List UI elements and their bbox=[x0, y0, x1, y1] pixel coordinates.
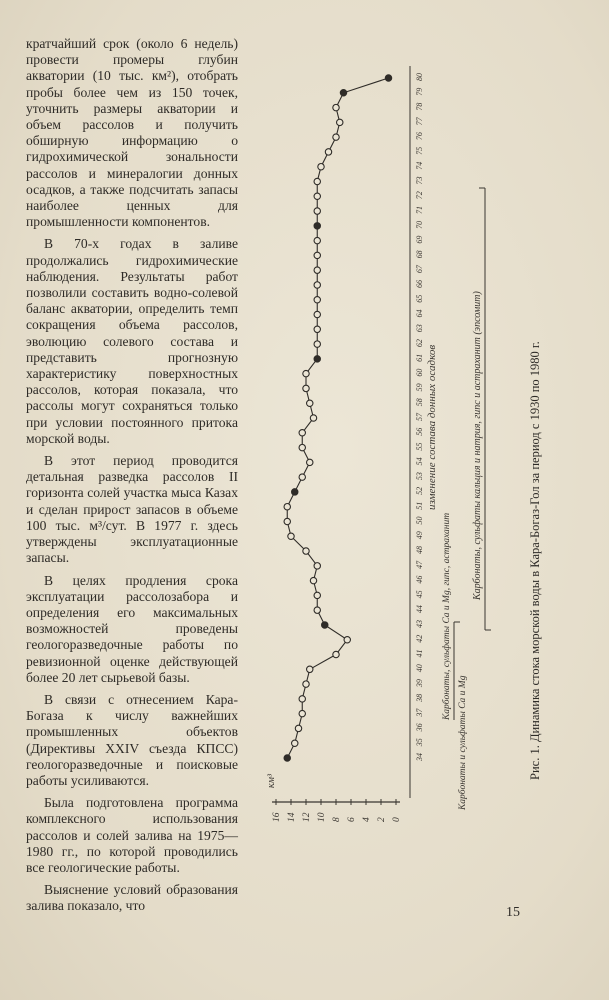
x-tick-label: 46 bbox=[415, 575, 424, 584]
inflow-chart bbox=[255, 40, 555, 840]
data-point bbox=[318, 163, 324, 169]
y-tick-label: 16 bbox=[272, 812, 282, 822]
x-tick-label: 63 bbox=[415, 324, 424, 333]
y-tick-label: 4 bbox=[362, 817, 372, 822]
page-number: 15 bbox=[506, 905, 520, 920]
data-point bbox=[314, 252, 320, 258]
data-point bbox=[385, 75, 391, 81]
paragraph: В 70-х годах в заливе продолжались гидрохимические наблюдения. Результаты работ позволили составить водно-солевой баланс акватории, определить темп сокращения объема рассолов, эволюцию солевого состава и представить прогнозную характеристику поверхностных рассолов, которая показала, что рассолы могут сохраняться только при условии постоянного притока морской воды. bbox=[26, 236, 238, 446]
x-tick-label: 79 bbox=[415, 87, 424, 96]
data-point bbox=[314, 592, 320, 598]
x-tick-label: 72 bbox=[415, 191, 424, 200]
data-point bbox=[314, 297, 320, 303]
data-point bbox=[314, 208, 320, 214]
data-point bbox=[310, 577, 316, 583]
paragraph: Была подготовлена программа комплексного использования рассолов и солей залива на 1975—1980 гг., по которой проводились все геологические работы. bbox=[26, 795, 238, 875]
data-point bbox=[333, 134, 339, 140]
data-point bbox=[292, 489, 298, 495]
data-point bbox=[322, 622, 328, 628]
x-tick-label: 34 bbox=[415, 753, 424, 761]
y-tick-label: 2 bbox=[377, 817, 387, 822]
x-tick-label: 43 bbox=[415, 619, 424, 628]
y-tick-label: 8 bbox=[332, 817, 342, 822]
x-tick-label: 35 bbox=[415, 738, 424, 747]
data-point bbox=[303, 385, 309, 391]
data-point bbox=[284, 503, 290, 509]
y-tick-label: 6 bbox=[347, 817, 357, 822]
data-point bbox=[299, 430, 305, 436]
body-text-column bbox=[26, 36, 238, 921]
figure-1 bbox=[255, 40, 555, 840]
x-tick-label: 48 bbox=[415, 546, 424, 555]
data-point bbox=[299, 444, 305, 450]
data-point bbox=[307, 400, 313, 406]
annotation-carbonates-ca-mg: Карбонаты и сульфаты Ca и Mg bbox=[458, 675, 468, 810]
x-tick-label: 69 bbox=[415, 235, 424, 244]
annotation-bottom-sediment: изменение состава донных осадков bbox=[426, 344, 438, 510]
data-point bbox=[299, 696, 305, 702]
x-tick-label: 51 bbox=[415, 501, 424, 510]
x-tick-label: 70 bbox=[415, 220, 424, 229]
data-point bbox=[314, 193, 320, 199]
data-point bbox=[288, 533, 294, 539]
x-tick-label: 56 bbox=[415, 427, 424, 436]
data-point bbox=[295, 725, 301, 731]
x-tick-label: 58 bbox=[415, 398, 424, 407]
data-point bbox=[314, 356, 320, 362]
x-tick-label: 36 bbox=[415, 723, 424, 732]
x-tick-label: 57 bbox=[415, 413, 424, 421]
data-point bbox=[344, 637, 350, 643]
y-tick-label: 0 bbox=[392, 817, 402, 822]
y-tick-label: 12 bbox=[302, 812, 312, 822]
data-point bbox=[314, 563, 320, 569]
data-point bbox=[299, 474, 305, 480]
data-point bbox=[299, 710, 305, 716]
x-tick-label: 53 bbox=[415, 472, 424, 481]
x-tick-label: 41 bbox=[415, 649, 424, 658]
x-tick-label: 59 bbox=[415, 383, 424, 392]
data-point bbox=[314, 311, 320, 317]
x-tick-label: 60 bbox=[415, 368, 424, 377]
data-point bbox=[333, 651, 339, 657]
x-tick-label: 75 bbox=[415, 146, 424, 155]
x-tick-label: 45 bbox=[415, 590, 424, 599]
paragraph: В целях продления срока эксплуатации рассолозабора и определения его максимальных возможностей проведены геологоразведочные работы по ревизионной оценке действующей более 20 лет сырьевой базы. bbox=[26, 572, 238, 685]
x-tick-label: 66 bbox=[415, 279, 424, 288]
data-point bbox=[333, 104, 339, 110]
x-tick-label: 55 bbox=[415, 442, 424, 451]
data-point bbox=[314, 326, 320, 332]
data-point bbox=[314, 341, 320, 347]
data-point bbox=[314, 223, 320, 229]
data-point bbox=[310, 415, 316, 421]
annotation-carbonates-sulfates-na: Карбонаты, сульфаты кальция и натрия, гипс и астраханит (эпсомит) bbox=[472, 291, 483, 600]
annotation-carbonates-ca-mg-gypsum: Карбонаты, сульфаты Ca и Mg, гипс, астраханит bbox=[442, 512, 452, 720]
data-point bbox=[303, 681, 309, 687]
figure-caption: Рис. 1. Динамика стока морской воды в Кара-Богаз-Гол за период с 1930 по 1980 г. bbox=[528, 341, 542, 780]
data-point bbox=[314, 237, 320, 243]
x-tick-label: 80 bbox=[415, 73, 424, 81]
x-tick-label: 44 bbox=[415, 605, 424, 614]
x-tick-label: 68 bbox=[415, 250, 424, 259]
x-tick-label: 47 bbox=[415, 560, 424, 569]
x-tick-label: 49 bbox=[415, 531, 424, 540]
x-tick-label: 62 bbox=[415, 339, 424, 348]
x-tick-label: 65 bbox=[415, 294, 424, 303]
data-point bbox=[284, 518, 290, 524]
data-point bbox=[307, 459, 313, 465]
paragraph: Выяснение условий образования залива показало, что bbox=[26, 882, 238, 914]
data-point bbox=[303, 548, 309, 554]
x-tick-label: 38 bbox=[415, 693, 424, 702]
x-tick-label: 77 bbox=[415, 117, 424, 126]
data-point bbox=[303, 370, 309, 376]
y-axis-unit-label: км³ bbox=[266, 773, 277, 788]
x-tick-label: 40 bbox=[415, 664, 424, 673]
data-point bbox=[314, 267, 320, 273]
x-tick-label: 64 bbox=[415, 309, 424, 318]
data-point bbox=[325, 149, 331, 155]
data-point bbox=[337, 119, 343, 125]
data-point bbox=[314, 607, 320, 613]
x-tick-label: 78 bbox=[415, 102, 424, 111]
y-tick-label: 10 bbox=[317, 812, 327, 822]
data-point bbox=[284, 755, 290, 761]
x-tick-label: 37 bbox=[415, 708, 424, 717]
data-point bbox=[314, 178, 320, 184]
x-tick-label: 42 bbox=[415, 634, 424, 643]
x-tick-label: 73 bbox=[415, 176, 424, 185]
x-tick-label: 74 bbox=[415, 161, 424, 170]
paragraph: В этот период проводится детальная разведка рассолов II горизонта солей участка мыса Казах и сделан прирост запасов в объеме 100 тыс. м³/сут. В 1977 г. здесь утверждены эксплуатационные запасы. bbox=[26, 453, 238, 566]
x-tick-label: 52 bbox=[415, 486, 424, 495]
x-tick-label: 50 bbox=[415, 516, 424, 525]
x-tick-label: 67 bbox=[415, 265, 424, 274]
data-point bbox=[314, 282, 320, 288]
x-tick-label: 76 bbox=[415, 132, 424, 141]
data-point bbox=[307, 666, 313, 672]
x-tick-label: 54 bbox=[415, 457, 424, 466]
x-tick-label: 39 bbox=[415, 679, 424, 688]
data-point bbox=[340, 90, 346, 96]
data-point bbox=[292, 740, 298, 746]
paragraph: В связи с отнесением Кара-Богаза к числу важнейших промышленных объектов (Директивы XXIV съезда КПСС) геологоразведочные и поисковые работы усиливаются. bbox=[26, 691, 238, 788]
y-tick-label: 14 bbox=[287, 812, 297, 822]
x-tick-label: 71 bbox=[415, 206, 424, 215]
paragraph: кратчайший срок (около 6 недель) провести промеры глубин акватории (10 тыс. км²), отобрать пробы более чем из 150 точек, уточнить размеры акватории и объем рассолов и получить обширную информацию о гидрохимической зональности рассолов и минералогии донных осадков, а также подсчитать запасы наиболее ценных для промышленности компонентов. bbox=[26, 36, 238, 230]
x-tick-label: 61 bbox=[415, 353, 424, 362]
